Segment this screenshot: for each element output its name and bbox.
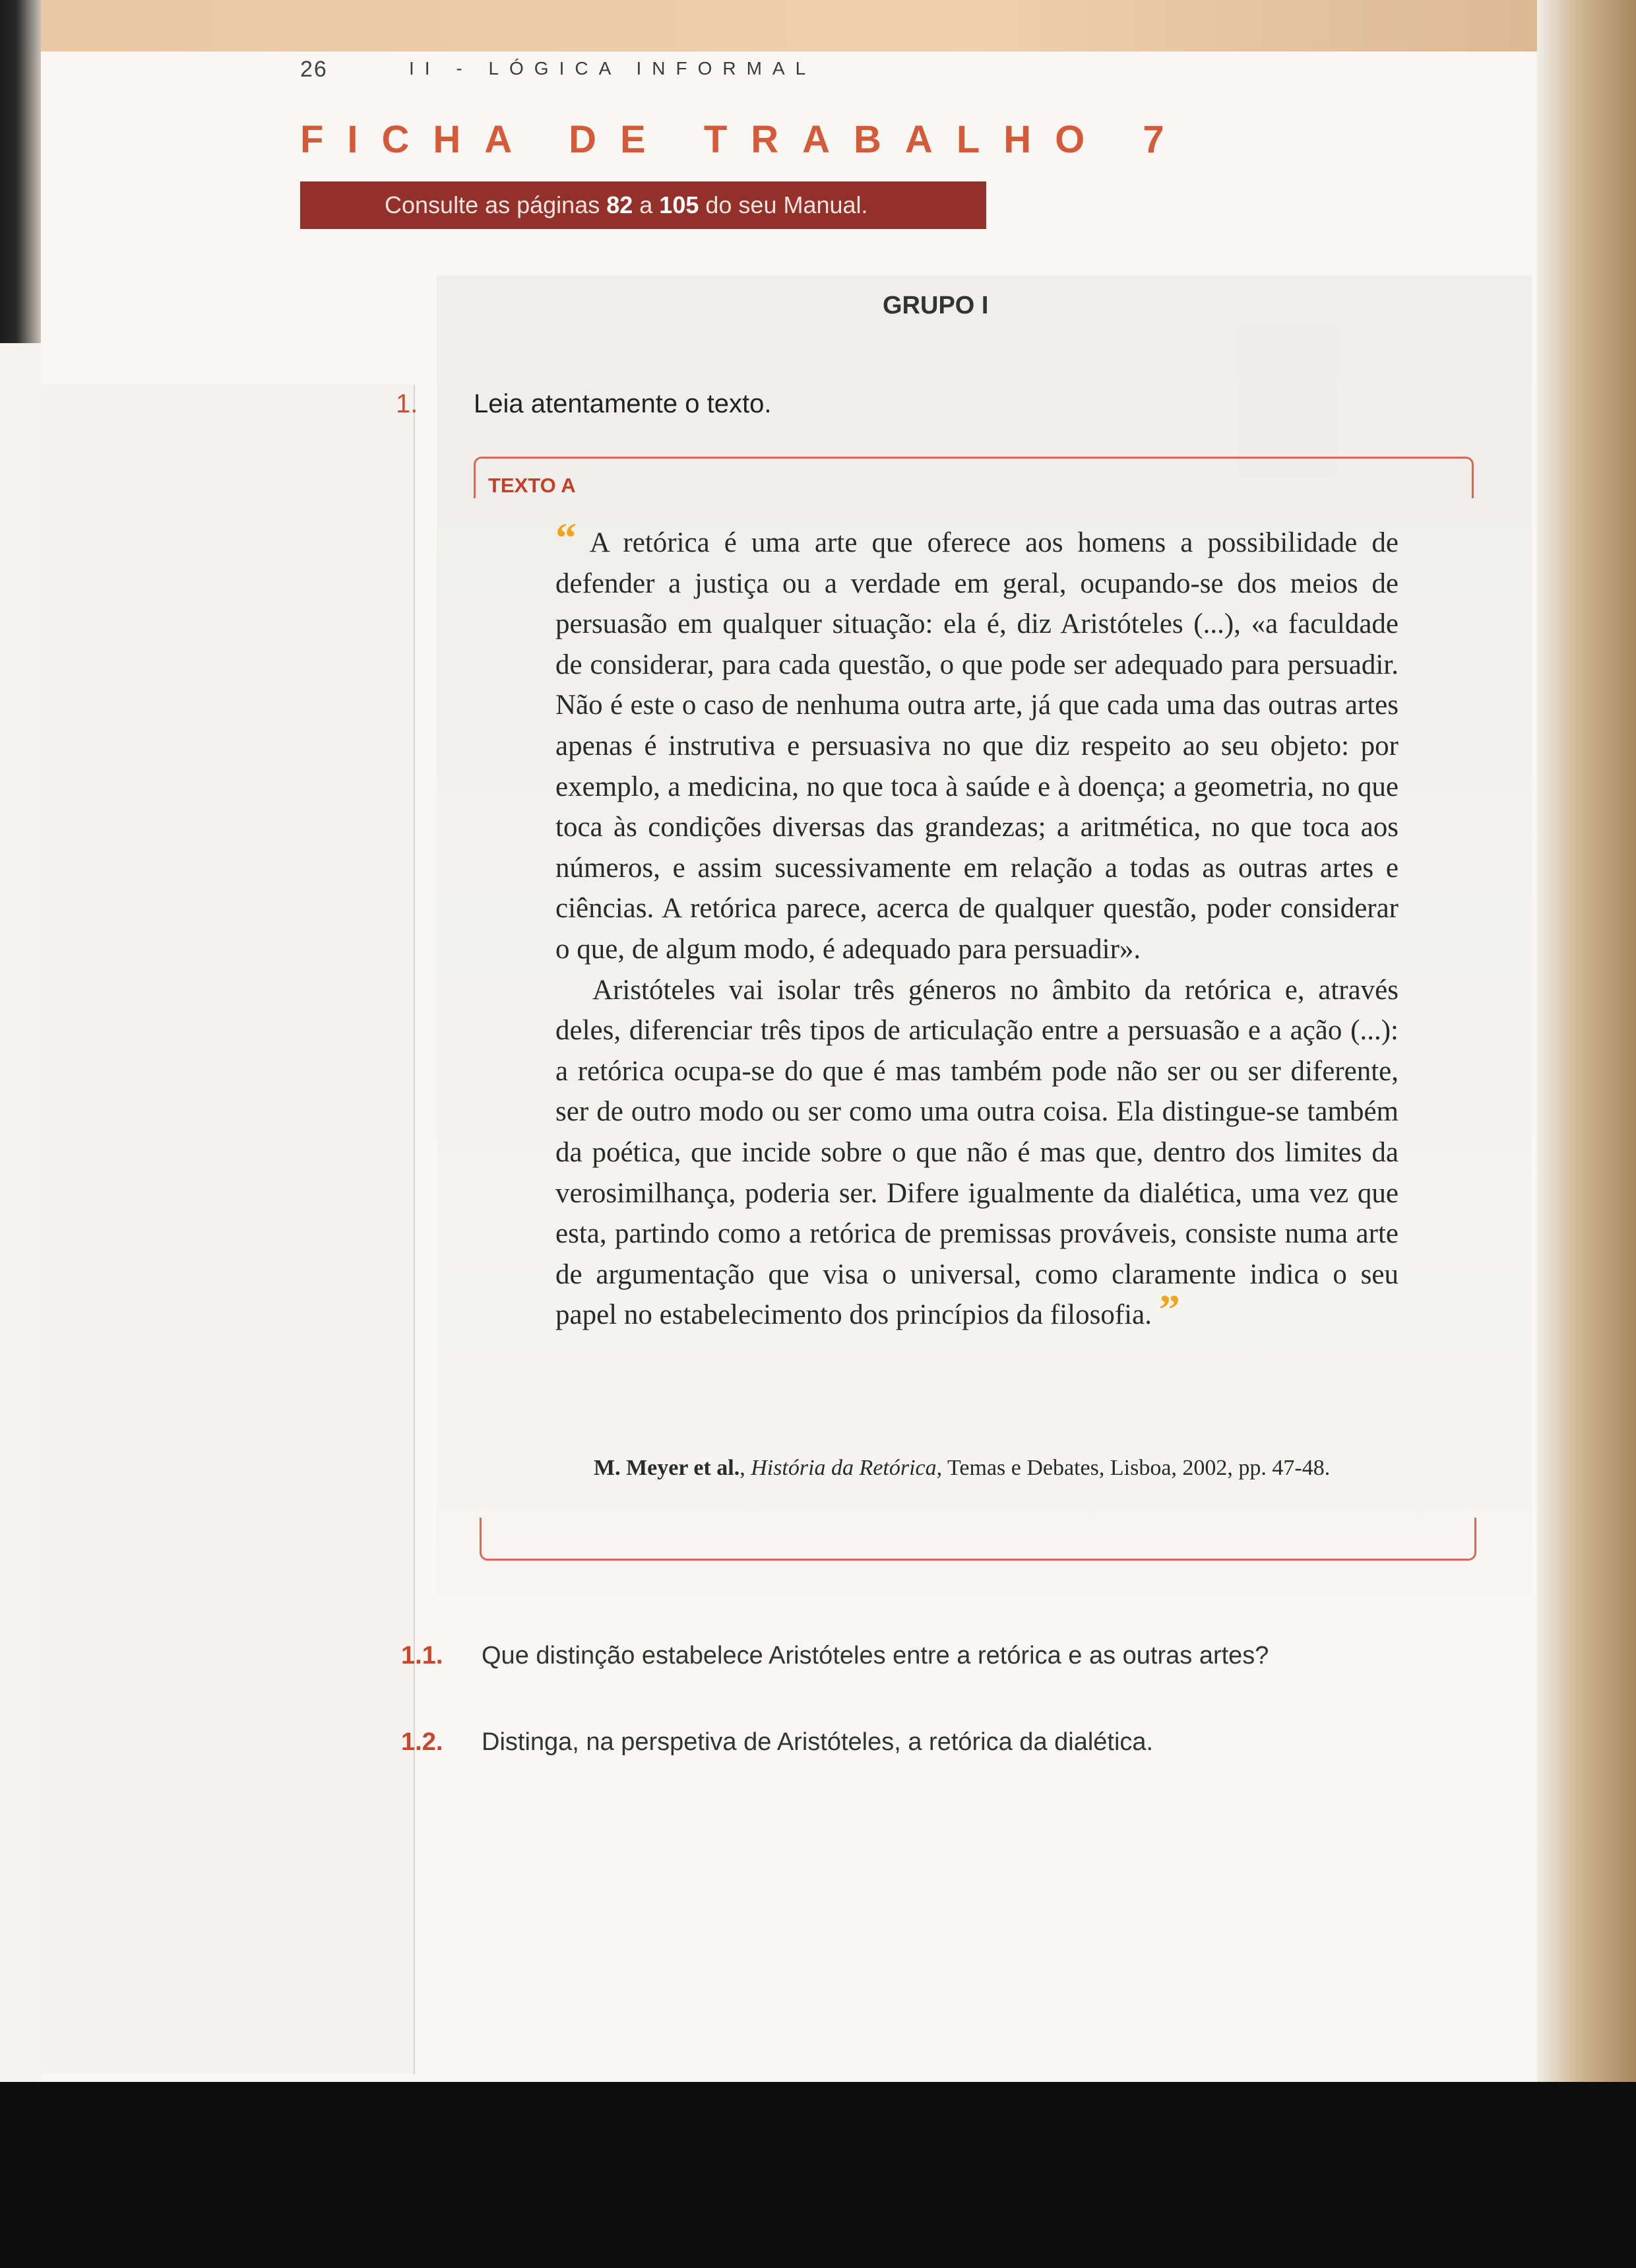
scan-bottom-edge <box>0 2082 1636 2268</box>
consult-page-from: 82 <box>606 191 633 218</box>
source-work: História da Retórica, <box>751 1456 943 1480</box>
open-quote-icon: “ <box>555 514 577 561</box>
consult-suffix: do seu Manual. <box>699 191 868 218</box>
text-frame-top <box>474 457 1474 498</box>
subquestion-1-2-text: Distinga, na perspetiva de Aristóteles, a retórica da dialética. <box>482 1728 1154 1756</box>
show-through-mark <box>1238 325 1337 477</box>
running-header: II - LÓGICA INFORMAL <box>409 58 817 79</box>
consult-page-to: 105 <box>659 191 699 218</box>
scan-top-edge <box>0 0 1636 51</box>
quote-paragraph-1 <box>555 514 1399 970</box>
text-frame-bottom <box>480 1518 1476 1561</box>
scan-book-spine <box>1537 0 1636 2085</box>
subquestion-1-1-number: 1.1. <box>401 1642 443 1669</box>
scan-left-edge <box>0 0 41 343</box>
quote-paragraph-2-text: Aristóteles vai isolar três géneros no âmbito da retórica e, através deles, diferenciar três tipos de articulação entre a persuasão e a ação (...): a retórica ocupa-se do que é mas também pode não ser ou ser diferente, ser de outro modo ou ser como uma outra coisa. Ela distingue-se também da poética, que incide sobre o que não é mas que, dentro dos limites da verosimilhança, poderia ser. Difere igualmente da dialética, uma vez que esta, partindo como a retórica de premissas prováveis, consiste numa arte de argumentação que visa o universal, como claramente indica o seu papel no estabelecimento dos princípios da filosofia. <box>555 974 1399 1331</box>
paper-insert <box>41 385 415 2074</box>
question-1-number: 1. <box>396 389 418 418</box>
source-author: M. Meyer et al. <box>594 1456 740 1480</box>
quote-paragraph-2 <box>555 970 1399 1336</box>
question-1-text: Leia atentamente o texto. <box>474 389 772 418</box>
group-title: GRUPO I <box>883 292 989 319</box>
text-a-label: TEXTO A <box>488 474 576 497</box>
consult-bar <box>300 181 986 229</box>
subquestion-1-1-text: Que distinção estabelece Aristóteles entre a retórica e as outras artes? <box>482 1642 1269 1669</box>
source-separator: , <box>739 1456 751 1480</box>
quote-paragraph-1-text: A retórica é uma arte que oferece aos homens a possibilidade de defender a justiça ou a verdade em geral, ocupando-se dos meios de persuasão em qualquer situação: ela é, diz Aristóteles (...), «a faculdade de considerar, para cada questão, o que pode ser adequado para persuadir. Não é este o caso de nenhuma outra arte, já que cada uma das outras artes apenas é instrutiva e persuasiva no que diz respeito ao seu objeto: por exemplo, a medicina, no que toca à saúde e à doença; a geometria, no que toca às condições diversas das grandezas; a aritmética, no que toca aos números, e assim sucessivamente em relação a todas as outras artes e ciências. A retórica parece, acerca de qualquer questão, poder considerar o que, de algum modo, é adequado para persuadir». <box>555 527 1399 965</box>
close-quote-icon: ” <box>1158 1286 1180 1334</box>
source-details: Temas e Debates, Lisboa, 2002, pp. 47-48. <box>942 1456 1331 1480</box>
consult-prefix: Consulte as páginas <box>385 191 607 218</box>
subquestion-1-2-number: 1.2. <box>401 1728 443 1756</box>
text-a-source <box>594 1456 1330 1481</box>
text-a-quote <box>555 514 1399 1336</box>
consult-middle: a <box>633 191 660 218</box>
sheet-title: FICHA DE TRABALHO 7 <box>300 118 1188 161</box>
page-number: 26 <box>300 57 328 82</box>
